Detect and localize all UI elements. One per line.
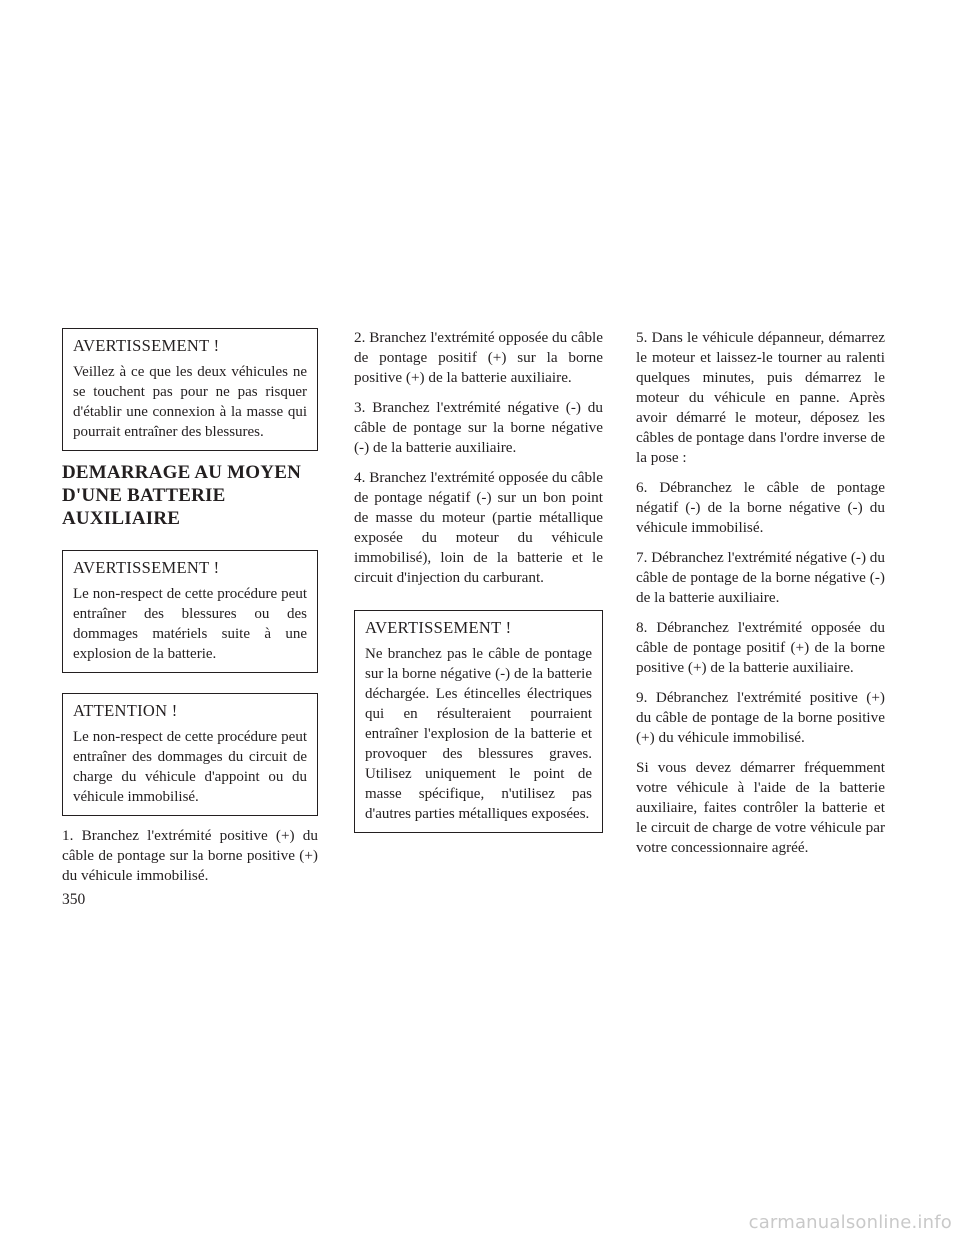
warning-box-negative-terminal: [354, 610, 603, 833]
warning-title: AVERTISSEMENT !: [73, 336, 220, 355]
step-7: 7. Débranchez l'extrémité négative (-) du câble de pontage de la borne négative (-) de la batterie auxiliaire.: [636, 549, 885, 606]
section-title: [62, 461, 318, 530]
warning-text: Le non-respect de cette procédure peut entraîner des blessures ou des dommages matériels suite à une explosion de la batterie.: [73, 586, 307, 662]
warning-box-explosion: [62, 550, 318, 673]
warning-box-vehicles-contact: [62, 328, 318, 451]
step-5: 5. Dans le véhicule dépanneur, démarrez le moteur et laissez-le tourner au ralenti quelques minutes, puis démarrez le moteur du véhicule en panne. Après avoir démarré le moteur, déposez les câbles de pontage dans l'ordre inverse de la pose :: [636, 329, 885, 466]
step-4: 4. Branchez l'extrémité opposée du câble de pontage négatif (-) sur un bon point de masse du moteur (partie métallique exposée du moteur du véhicule immobilisé), loin de la batterie et le circuit d'injection du carburant.: [354, 469, 604, 586]
section-title-line: D'UNE BATTERIE: [62, 485, 226, 506]
step-2: 2. Branchez l'extrémité opposée du câble de pontage positif (+) sur la borne positive (+) de la batterie auxiliaire.: [354, 329, 604, 386]
step-3: 3. Branchez l'extrémité négative (-) du câble de pontage sur la borne négative (-) de la batterie auxiliaire.: [354, 399, 603, 456]
section-title-line: AUXILIAIRE: [62, 508, 181, 529]
step-8: 8. Débranchez l'extrémité opposée du câble de pontage positif (+) de la borne positive (+) de la batterie auxiliaire.: [636, 619, 885, 676]
caution-text: Le non-respect de cette procédure peut entraîner des dommages du circuit de charge du véhicule d'appoint ou du véhicule immobilisé.: [73, 729, 307, 805]
page-number: 350: [62, 891, 86, 908]
warning-title: AVERTISSEMENT !: [365, 618, 512, 637]
caution-title: ATTENTION !: [73, 701, 178, 720]
warning-title: AVERTISSEMENT !: [73, 558, 220, 577]
caution-box-charging-circuit: [62, 693, 318, 816]
closing-paragraph: Si vous devez démarrer fréquemment votre véhicule à l'aide de la batterie auxiliaire, faites contrôler la batterie et le circuit de charge de votre véhicule par votre concessionnaire agréé.: [636, 759, 885, 856]
step-1: 1. Branchez l'extrémité positive (+) du câble de pontage sur la borne positive (+) du véhicule immobilisé.: [62, 827, 318, 884]
section-title-line: DEMARRAGE AU MOYEN: [62, 462, 301, 483]
right-column: [636, 328, 885, 868]
warning-text: Ne branchez pas le câble de pontage sur la borne négative (-) de la batterie déchargée. Les étincelles électriques qui en résulteraient pourraient entraîner l'explosion de la batterie et provoquer des blessures graves. Utilisez uniquement le point de masse spécifique, n'utilisez pas d'autres parties métalliques exposées.: [365, 646, 592, 822]
middle-column: [354, 328, 603, 843]
watermark: carmanualsonline.info: [748, 1212, 952, 1233]
warning-text: Veillez à ce que les deux véhicules ne se touchent pas pour ne pas risquer d'établir une connexion à la masse qui pourrait entraîner des blessures.: [73, 364, 307, 440]
step-6: 6. Débranchez le câble de pontage négatif (-) de la borne négative (-) du véhicule immobilisé.: [636, 479, 885, 536]
step-9: 9. Débranchez l'extrémité positive (+) du câble de pontage de la borne positive (+) du véhicule immobilisé.: [636, 689, 885, 746]
left-column: [62, 328, 318, 896]
